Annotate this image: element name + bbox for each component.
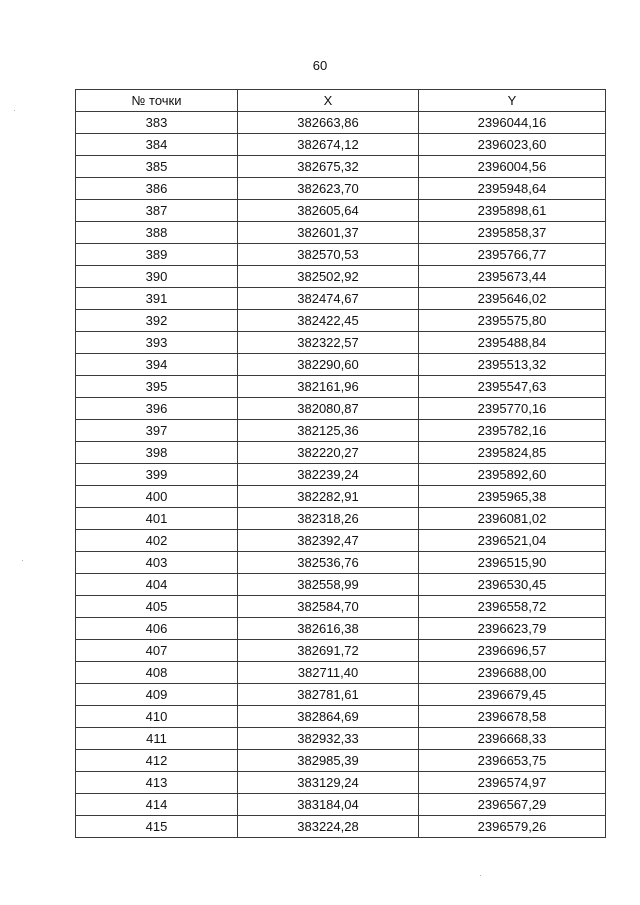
cell-y: 2396678,58 (419, 706, 606, 728)
cell-y: 2396653,75 (419, 750, 606, 772)
cell-point-number: 383 (76, 112, 238, 134)
cell-point-number: 385 (76, 156, 238, 178)
cell-point-number: 389 (76, 244, 238, 266)
table-row (76, 398, 606, 420)
cell-y: 2395948,64 (419, 178, 606, 200)
cell-y: 2395488,84 (419, 332, 606, 354)
header-x: X (238, 90, 419, 112)
cell-x: 382711,40 (238, 662, 419, 684)
cell-x: 382674,12 (238, 134, 419, 156)
cell-x: 382392,47 (238, 530, 419, 552)
cell-y: 2395898,61 (419, 200, 606, 222)
cell-y: 2395965,38 (419, 486, 606, 508)
cell-x: 382125,36 (238, 420, 419, 442)
cell-y: 2396530,45 (419, 574, 606, 596)
cell-y: 2396023,60 (419, 134, 606, 156)
cell-y: 2395646,02 (419, 288, 606, 310)
cell-point-number: 411 (76, 728, 238, 750)
cell-y: 2395892,60 (419, 464, 606, 486)
table-row (76, 354, 606, 376)
cell-x: 383224,28 (238, 816, 419, 838)
cell-point-number: 415 (76, 816, 238, 838)
cell-x: 382318,26 (238, 508, 419, 530)
cell-x: 382290,60 (238, 354, 419, 376)
cell-y: 2396679,45 (419, 684, 606, 706)
cell-x: 382502,92 (238, 266, 419, 288)
cell-x: 382474,67 (238, 288, 419, 310)
table-row (76, 508, 606, 530)
table-row (76, 222, 606, 244)
cell-point-number: 406 (76, 618, 238, 640)
cell-y: 2395782,16 (419, 420, 606, 442)
cell-x: 382623,70 (238, 178, 419, 200)
table-row (76, 750, 606, 772)
table-row (76, 376, 606, 398)
cell-point-number: 410 (76, 706, 238, 728)
cell-y: 2396688,00 (419, 662, 606, 684)
table-row (76, 134, 606, 156)
table-row (76, 244, 606, 266)
table-row (76, 288, 606, 310)
cell-y: 2396521,04 (419, 530, 606, 552)
cell-point-number: 407 (76, 640, 238, 662)
header-point-number: № точки (76, 90, 238, 112)
cell-x: 382536,76 (238, 552, 419, 574)
cell-point-number: 403 (76, 552, 238, 574)
cell-point-number: 386 (76, 178, 238, 200)
cell-point-number: 384 (76, 134, 238, 156)
cell-x: 382691,72 (238, 640, 419, 662)
cell-y: 2396574,97 (419, 772, 606, 794)
table-row (76, 464, 606, 486)
cell-y: 2396081,02 (419, 508, 606, 530)
cell-x: 382220,27 (238, 442, 419, 464)
table-row (76, 574, 606, 596)
cell-point-number: 395 (76, 376, 238, 398)
table-row (76, 640, 606, 662)
cell-x: 382663,86 (238, 112, 419, 134)
cell-y: 2396696,57 (419, 640, 606, 662)
cell-y: 2396558,72 (419, 596, 606, 618)
cell-point-number: 414 (76, 794, 238, 816)
cell-y: 2396623,79 (419, 618, 606, 640)
table-header-row (76, 90, 606, 112)
cell-point-number: 391 (76, 288, 238, 310)
cell-x: 382080,87 (238, 398, 419, 420)
cell-point-number: 413 (76, 772, 238, 794)
cell-point-number: 394 (76, 354, 238, 376)
cell-point-number: 401 (76, 508, 238, 530)
cell-point-number: 390 (76, 266, 238, 288)
cell-y: 2395575,80 (419, 310, 606, 332)
cell-y: 2396044,16 (419, 112, 606, 134)
cell-x: 383184,04 (238, 794, 419, 816)
cell-y: 2396515,90 (419, 552, 606, 574)
cell-x: 383129,24 (238, 772, 419, 794)
cell-x: 382584,70 (238, 596, 419, 618)
cell-point-number: 404 (76, 574, 238, 596)
cell-y: 2396579,26 (419, 816, 606, 838)
table-row (76, 420, 606, 442)
cell-point-number: 392 (76, 310, 238, 332)
table-row (76, 552, 606, 574)
cell-point-number: 412 (76, 750, 238, 772)
cell-point-number: 409 (76, 684, 238, 706)
cell-point-number: 387 (76, 200, 238, 222)
table-row (76, 684, 606, 706)
cell-x: 382985,39 (238, 750, 419, 772)
coordinates-table (75, 89, 606, 838)
table-row (76, 486, 606, 508)
table-row (76, 816, 606, 838)
cell-point-number: 400 (76, 486, 238, 508)
table-row (76, 596, 606, 618)
table-row (76, 156, 606, 178)
cell-x: 382161,96 (238, 376, 419, 398)
table-row (76, 442, 606, 464)
cell-x: 382781,61 (238, 684, 419, 706)
table-row (76, 332, 606, 354)
table-row (76, 310, 606, 332)
cell-y: 2395547,63 (419, 376, 606, 398)
table-row (76, 178, 606, 200)
table-row (76, 200, 606, 222)
scan-speck (22, 560, 23, 561)
cell-y: 2395858,37 (419, 222, 606, 244)
cell-x: 382605,64 (238, 200, 419, 222)
table-row (76, 794, 606, 816)
cell-point-number: 397 (76, 420, 238, 442)
table-row (76, 112, 606, 134)
table-row (76, 662, 606, 684)
cell-x: 382570,53 (238, 244, 419, 266)
table-body (76, 112, 606, 838)
cell-point-number: 393 (76, 332, 238, 354)
table-row (76, 706, 606, 728)
cell-point-number: 402 (76, 530, 238, 552)
table-row (76, 772, 606, 794)
cell-point-number: 388 (76, 222, 238, 244)
cell-y: 2395770,16 (419, 398, 606, 420)
cell-y: 2395673,44 (419, 266, 606, 288)
cell-y: 2396567,29 (419, 794, 606, 816)
scan-speck (14, 110, 15, 111)
cell-x: 382322,57 (238, 332, 419, 354)
cell-x: 382932,33 (238, 728, 419, 750)
cell-y: 2395766,77 (419, 244, 606, 266)
cell-x: 382601,37 (238, 222, 419, 244)
cell-x: 382864,69 (238, 706, 419, 728)
cell-y: 2395513,32 (419, 354, 606, 376)
table-row (76, 266, 606, 288)
cell-point-number: 396 (76, 398, 238, 420)
table-row (76, 530, 606, 552)
cell-x: 382675,32 (238, 156, 419, 178)
cell-x: 382558,99 (238, 574, 419, 596)
scan-speck (480, 875, 481, 876)
cell-point-number: 405 (76, 596, 238, 618)
cell-y: 2396668,33 (419, 728, 606, 750)
header-y: Y (419, 90, 606, 112)
cell-x: 382422,45 (238, 310, 419, 332)
cell-x: 382239,24 (238, 464, 419, 486)
cell-y: 2396004,56 (419, 156, 606, 178)
table-row (76, 618, 606, 640)
page-number: 60 (312, 58, 328, 73)
table-row (76, 728, 606, 750)
cell-x: 382616,38 (238, 618, 419, 640)
cell-point-number: 399 (76, 464, 238, 486)
cell-y: 2395824,85 (419, 442, 606, 464)
cell-x: 382282,91 (238, 486, 419, 508)
cell-point-number: 398 (76, 442, 238, 464)
cell-point-number: 408 (76, 662, 238, 684)
